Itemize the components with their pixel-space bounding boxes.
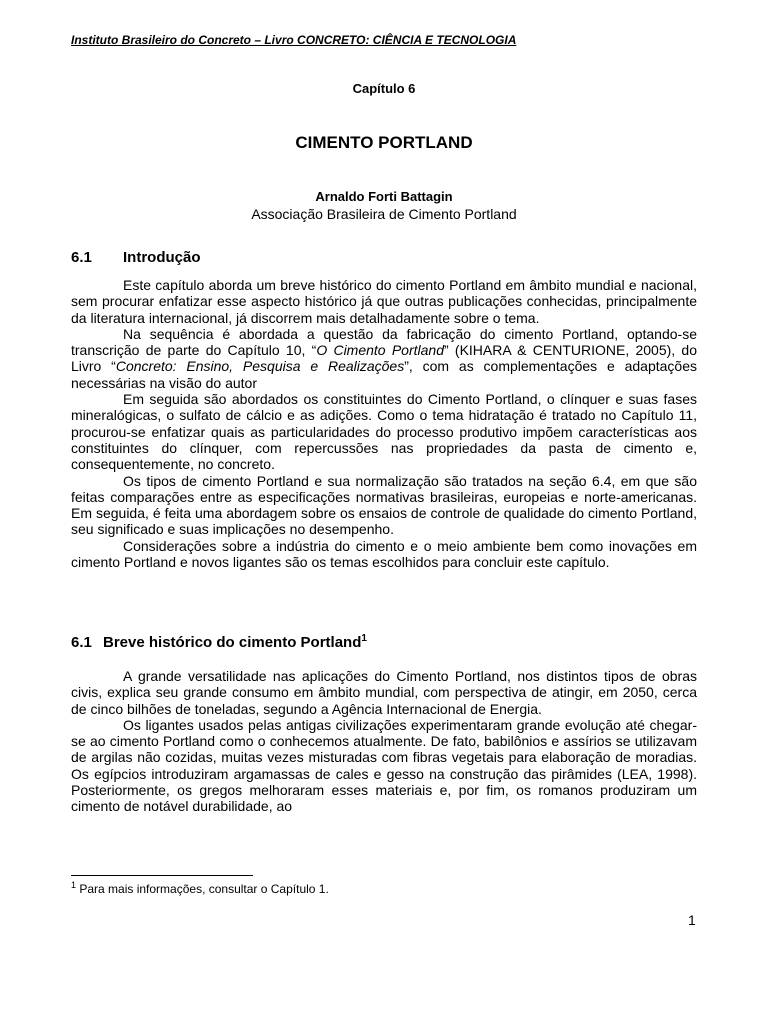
section-number: 6.1 xyxy=(71,634,92,651)
section-title: Introdução xyxy=(123,249,201,266)
running-header: Instituto Brasileiro do Concreto – Livro CONCRETO: CIÊNCIA E TECNOLOGIA xyxy=(71,33,517,47)
section-number: 6.1 xyxy=(71,249,92,266)
chapter-label: Capítulo 6 xyxy=(352,81,416,96)
chapter-title: CIMENTO PORTLAND xyxy=(295,133,473,152)
footnote xyxy=(71,880,329,896)
paragraph: Em seguida são abordados os constituintes do Cimento Portland, o clínquer e suas fases mineralógicas, o sulfato de cálcio e as adições. Como o tema hidratação é tratado no Capítulo 11, procurou-se enfatizar quais as particularidades do processo produtivo impõem características aos constituintes do clínquer, com repercussões nas propriedades da pasta de cimento e, consequentemente, no concreto. xyxy=(71,391,697,473)
paragraph: Os ligantes usados pelas antigas civilizações experimentaram grande evolução até chegar-se ao cimento Portland como o conhecemos atualmente. De fato, babilônios e assírios se utilizavam de argilas não cozidas, muitas vezes misturadas com fibras vegetais para elaboração de moradias. Os egípcios introduziram argamassas de cales e gesso na construção das pirâmides (LEA, 1998). Posteriormente, os gregos melhoraram esses materiais e, por fim, os romanos produziram um cimento de notável durabilidade, ao xyxy=(71,716,697,815)
author-name: Arnaldo Forti Battagin xyxy=(315,189,453,204)
footnote-mark: 1 xyxy=(71,880,77,890)
section-body-introducao xyxy=(71,277,697,570)
footnote-divider xyxy=(71,875,253,876)
paragraph: Na sequência é abordada a questão da fabricação do cimento Portland, optando-se transcrição de parte do Capítulo 10, “O Cimento Portland” (KIHARA & CENTURIONE, 2005), do Livro “Concreto: Ensino, Pesquisa e Realizações”, com as complementações e adaptações necessárias na visão do autor xyxy=(71,325,697,391)
section-title: Breve histórico do cimento Portland xyxy=(103,634,362,651)
section-body-breve-historico xyxy=(71,668,697,815)
footnote-reference: 1 xyxy=(361,633,367,644)
section-heading-introducao xyxy=(71,249,201,266)
section-heading-breve-historico xyxy=(71,633,367,651)
paragraph: A grande versatilidade nas aplicações do Cimento Portland, nos distintos tipos de obras civis, explica seu grande consumo em âmbito mundial, com perspectiva de atingir, em 2050, cerca de cinco bilhões de toneladas, segundo a Agência Internacional de Energia. xyxy=(71,668,697,717)
page-number: 1 xyxy=(688,912,696,928)
author-affiliation: Associação Brasileira de Cimento Portland xyxy=(251,206,517,222)
paragraph: Os tipos de cimento Portland e sua normalização são tratados na seção 6.4, em que são feitas comparações entre as especificações normativas brasileiras, europeias e norte-americanas. Em seguida, é feita uma abordagem sobre os ensaios de controle de qualidade do cimento Portland, seu significado e suas implicações no desempenho. xyxy=(71,472,697,538)
footnote-text: Para mais informações, consultar o Capítulo 1. xyxy=(76,882,329,896)
paragraph: Considerações sobre a indústria do cimento e o meio ambiente bem como inovações em cimento Portland e novos ligantes são os temas escolhidos para concluir este capítulo. xyxy=(71,537,697,571)
paragraph: Este capítulo aborda um breve histórico do cimento Portland em âmbito mundial e nacional, sem procurar enfatizar esse aspecto histórico já que outras publicações conhecidas, principalmente da literatura internacional, já discorrem mais detalhadamente sobre o tema. xyxy=(71,277,697,326)
